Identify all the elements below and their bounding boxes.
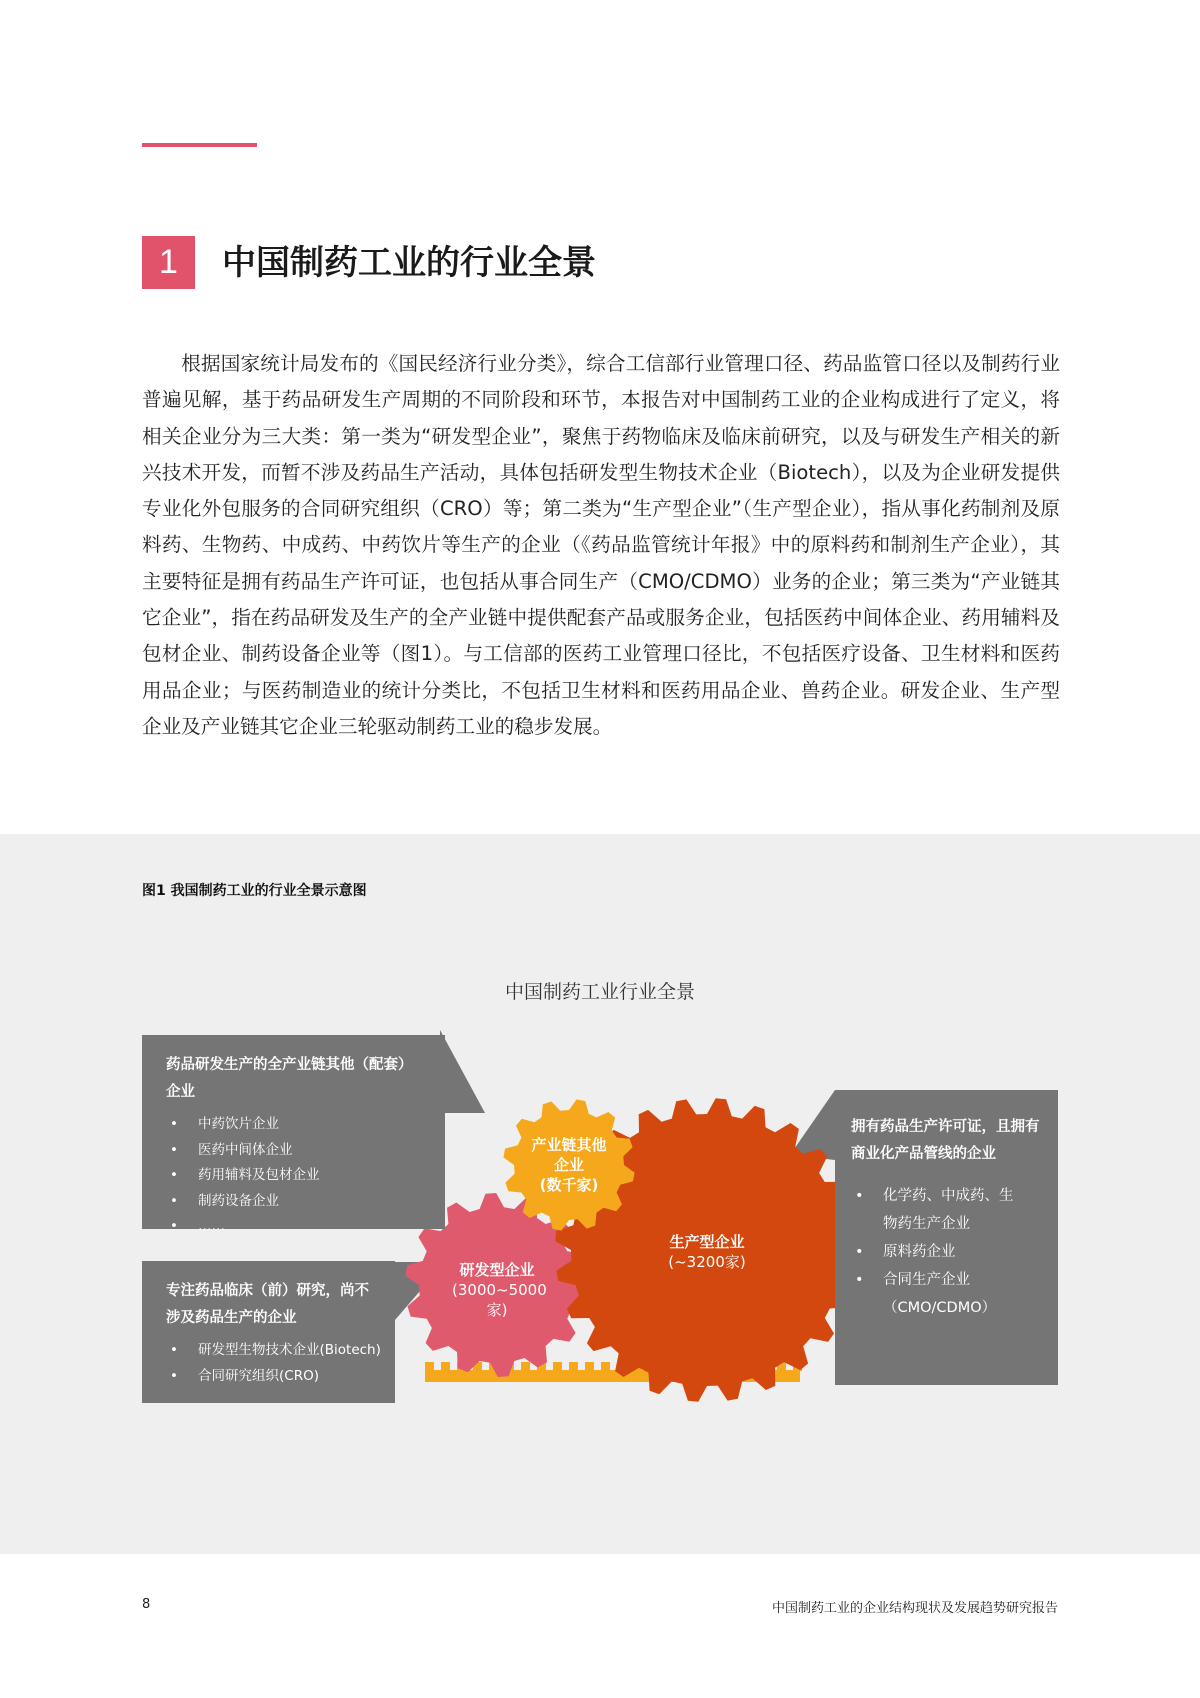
rd-gear-label [452,1260,547,1320]
report-title: 中国制药工业的企业结构现状及发展趋势研究报告 [771,1601,1058,1616]
list-item: • 中药饮片企业 [166,1112,445,1138]
production-gear-count: (~3200家) [668,1253,746,1271]
rack-tooth [521,1362,530,1371]
panel-production-title: 拥有药品生产许可证，且拥有商业化产品管线的企业 [851,1119,1040,1162]
section-title: 中国制药工业的行业全景 [222,243,596,283]
supply-chain-gear-count: (数千家) [539,1176,599,1194]
page-number: 8 [142,1597,151,1612]
panel-supply-chain-title: 药品研发生产的全产业链其他（配套）企业 [166,1057,406,1100]
list-item: • 合同研究组织(CRO) [166,1364,395,1390]
supply-chain-gear-label [529,1135,609,1195]
list-item: • 制药设备企业 [166,1189,445,1215]
panel-rd [142,1261,395,1403]
rd-gear-name: 研发型企业 [459,1261,535,1279]
list-item: • 原料药企业 [851,1238,1016,1266]
panel-supply-chain [142,1035,445,1234]
rd-gear-count: (3000~5000家) [452,1281,547,1319]
list-item: • 医药中间体企业 [166,1138,445,1164]
rack-tooth [553,1362,562,1371]
section-number: 1 [142,236,195,289]
rack-tooth [569,1362,578,1371]
supply-chain-gear-name: 产业链其他企业 [531,1136,607,1174]
panel-support-tail [440,1030,485,1113]
panel-production [835,1090,1058,1385]
panel-rd-title: 专注药品临床（前）研究，尚不涉及药品生产的企业 [166,1283,369,1326]
list-item: • …… [166,1214,445,1240]
production-gear-label [657,1232,757,1272]
rack-tooth [441,1362,450,1371]
diagram-title: 中国制药工业行业全景 [504,981,696,1003]
production-gear-name: 生产型企业 [669,1233,745,1251]
rack-tooth [601,1362,610,1371]
list-item: • 合同生产企业（CMO/CDMO） [851,1266,1016,1322]
body-paragraph: 根据国家统计局发布的《国民经济行业分类》，综合工信部行业管理口径、药品监管口径以及制药行业普遍见解，基于药品研发生产周期的不同阶段和环节，本报告对中国制药工业的企业构成进行了定义，将相关企业分为三大类：第一类为“研发型企业”，聚焦于药物临床及临床前研究，以及与研发生产相关的新兴技术开发，而暂不涉及药品生产活动，具体包括研发型生物技术企业（Biotech），以及为企业研发提供专业化外包服务的合同研究组织（CRO）等；第二类为“生产型企业”（生产型企业），指从事化药制剂及原料药、生物药、中成药、中药饮片等生产的企业（《药品监管统计年报》中的原料药和制剂生产企业），其主要特征是拥有药品生产许可证，也包括从事合同生产（CMO/CDMO）业务的企业；第三类为“产业链其它企业”，指在药品研发及生产的全产业链中提供配套产品或服务企业，包括医药中间体企业、药用辅料及包材企业、制药设备企业等（图1）。与工信部的医药工业管理口径比，不包括医疗设备、卫生材料和医药用品企业；与医药制造业的统计分类比，不包括卫生材料和医药用品企业、兽药企业。研发企业、生产型企业及产业链其它企业三轮驱动制药工业的稳步发展。 [142,352,1060,738]
panel-production-list [851,1182,1016,1322]
list-item: • 药用辅料及包材企业 [166,1163,445,1189]
panel-rd-list [166,1338,395,1389]
list-item: • 研发型生物技术企业(Biotech) [166,1338,395,1364]
rack-tooth [585,1362,594,1371]
rack-tooth [425,1362,434,1371]
panel-supply-chain-list [166,1112,445,1240]
figure-caption: 图1 我国制药工业的行业全景示意图 [142,883,367,899]
list-item: • 化学药、中成药、生物药生产企业 [851,1182,1016,1238]
